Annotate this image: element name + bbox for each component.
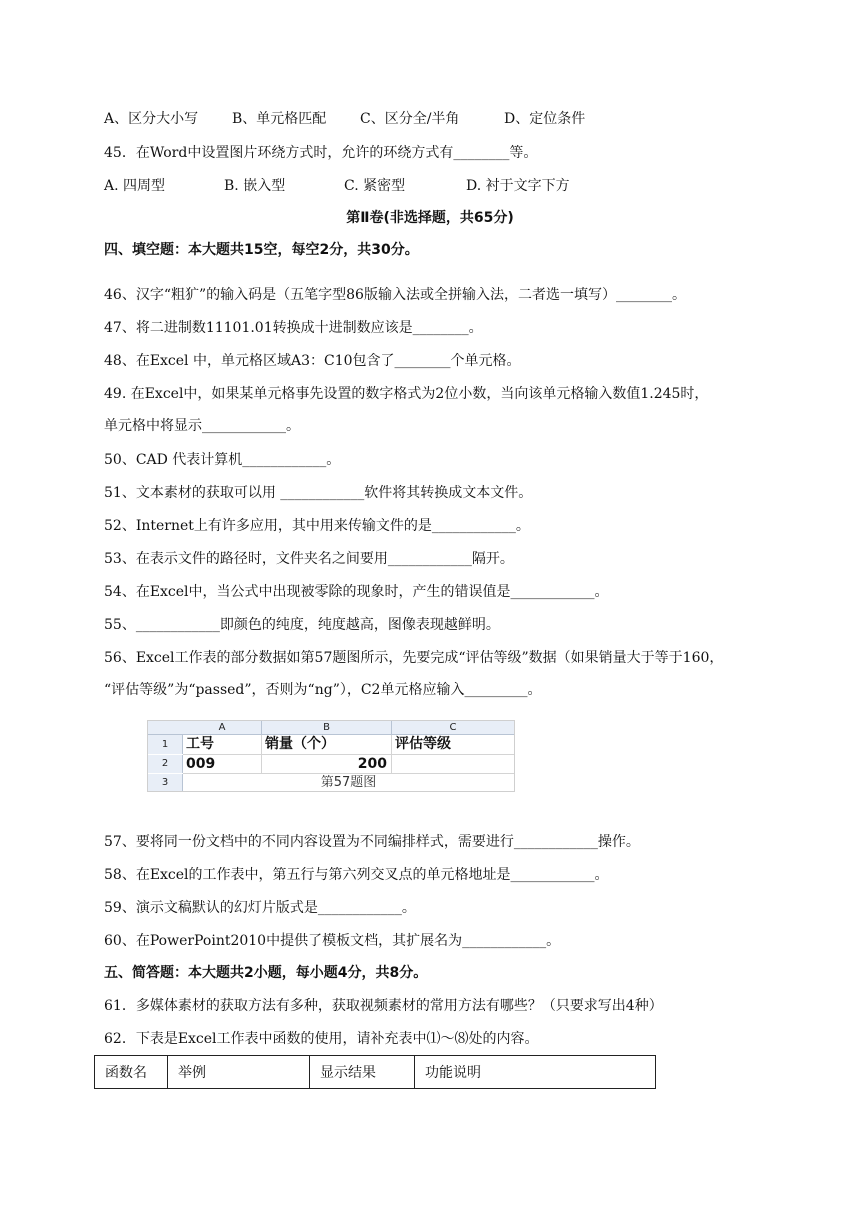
question-59: 59、演示文稿默认的幻灯片版式是____________。 — [104, 900, 416, 916]
cell-b1: 销量（个） — [262, 735, 392, 755]
question-52: 52、Internet上有许多应用，其中用来传输文件的是____________。 — [104, 518, 530, 534]
cell-b2: 200 — [262, 755, 392, 774]
question-48: 48、在Excel 中，单元格区域A3：C10包含了________个单元格。 — [104, 353, 521, 369]
question-62: 62．下表是Excel工作表中函数的使用，请补充表中⑴～⑻处的内容。 — [104, 1031, 539, 1047]
question-54: 54、在Excel中，当公式中出现被零除的现象时，产生的错误值是____________。 — [104, 584, 609, 600]
table-header-cell: 功能说明 — [415, 1056, 656, 1089]
row-number: 2 — [148, 755, 183, 773]
question-47: 47、将二进制数11101.01转换成十进制数应该是________。 — [104, 320, 483, 336]
question-56-cont: “评估等级”为“passed”，否则为“ng”），C2单元格应输入_________。 — [104, 682, 542, 698]
question-55: 55、____________即颜色的纯度，纯度越高，图像表现越鲜明。 — [104, 617, 500, 633]
question-53: 53、在表示文件的路径时，文件夹名之间要用____________隔开。 — [104, 551, 514, 567]
cell-c1: 评估等级 — [392, 735, 514, 755]
section-title: 第Ⅱ卷(非选择题，共65分) — [346, 210, 514, 226]
option-a: A、区分大小写 — [104, 111, 199, 127]
option-a: A. 四周型 — [104, 178, 166, 194]
part5-heading: 五、简答题：本大题共2小题，每小题4分，共8分。 — [104, 965, 428, 981]
question-51: 51、文本素材的获取可以用 ____________软件将其转换成文本文件。 — [104, 485, 533, 501]
question-46: 46、汉字“粗犷”的输入码是（五笔字型86版输入法或全拼输入法，二者选一填写）________。 — [104, 287, 686, 303]
table-header-cell: 显示结果 — [310, 1056, 415, 1089]
question-60: 60、在PowerPoint2010中提供了模板文档，其扩展名为____________。 — [104, 933, 561, 949]
col-header-b: B — [262, 721, 392, 734]
part4-heading: 四、填空题：本大题共15空，每空2分，共30分。 — [104, 242, 419, 258]
option-b: B、单元格匹配 — [232, 111, 327, 127]
question-49: 49. 在Excel中，如果某单元格事先设置的数字格式为2位小数，当向该单元格输入数值1.245时， — [104, 386, 709, 402]
option-c: C、区分全/半角 — [360, 111, 460, 127]
cell-a2: 009 — [183, 755, 262, 774]
col-header-c: C — [449, 722, 457, 733]
function-table — [94, 1055, 656, 1089]
cell-c2 — [392, 755, 514, 774]
option-c: C. 紧密型 — [344, 178, 406, 194]
cell-a1: 工号 — [183, 735, 262, 755]
spreadsheet-figure — [147, 720, 515, 792]
question-61: 61．多媒体素材的获取方法有多种，获取视频素材的常用方法有哪些？（只要求写出4种） — [104, 998, 663, 1014]
col-header-a: A — [183, 721, 262, 734]
table-header-cell: 举例 — [168, 1056, 310, 1089]
options-row-44 — [104, 109, 585, 129]
options-row-45 — [104, 176, 570, 196]
row-number: 1 — [148, 735, 183, 754]
row-number: 3 — [148, 774, 183, 791]
question-56: 56、Excel工作表的部分数据如第57题图所示，先要完成“评估等级”数据（如果销量大于等于160， — [104, 650, 724, 666]
table-header-row — [95, 1056, 656, 1089]
question-57: 57、要将同一份文档中的不同内容设置为不同编排样式，需要进行____________操作。 — [104, 834, 640, 850]
table-header-cell: 函数名 — [95, 1056, 168, 1089]
question-45: 45．在Word中设置图片环绕方式时，允许的环绕方式有________等。 — [104, 145, 538, 161]
question-58: 58、在Excel的工作表中，第五行与第六列交叉点的单元格地址是____________。 — [104, 867, 609, 883]
question-49-cont: 单元格中将显示____________。 — [104, 418, 300, 434]
option-b: B. 嵌入型 — [224, 178, 286, 194]
option-d: D. 衬于文字下方 — [466, 178, 570, 194]
figure-caption: 第57题图 — [320, 775, 377, 790]
question-50: 50、CAD 代表计算机____________。 — [104, 452, 341, 468]
option-d: D、定位条件 — [504, 111, 586, 127]
